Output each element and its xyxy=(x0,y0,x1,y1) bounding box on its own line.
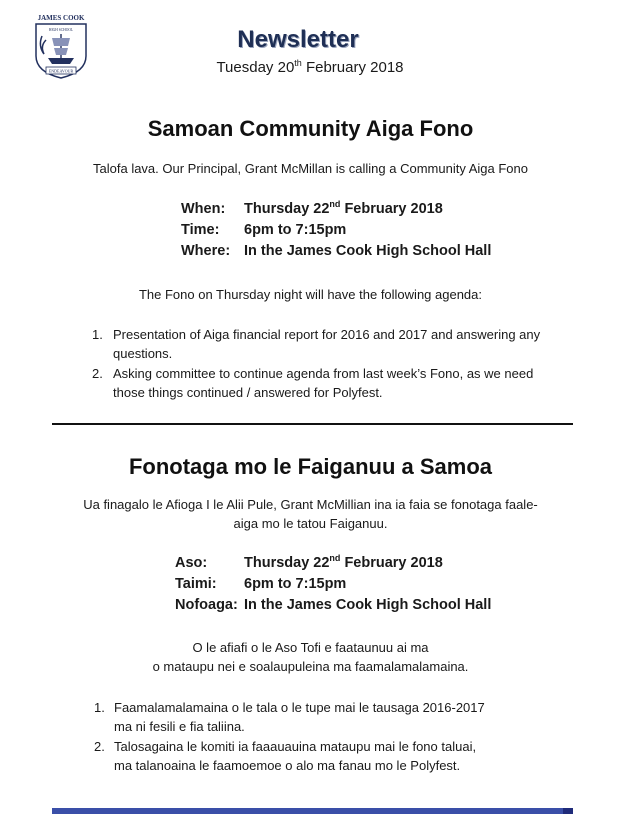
english-intro: Talofa lava. Our Principal, Grant McMillan is calling a Community Aiga Fono xyxy=(93,161,528,176)
when-label: When: xyxy=(181,201,226,217)
samoan-intro-line1: Ua finagalo le Afioga I le Alii Pule, Grant McMillian ina ia faia se fonotaga faale- xyxy=(83,497,538,512)
english-agenda-intro: The Fono on Thursday night will have the following agenda: xyxy=(138,287,483,302)
list-text: Presentation of Aiga financial report for 2016 and 2017 and answering any questions. xyxy=(113,327,541,361)
where-value: In the James Cook High School Hall xyxy=(244,243,492,259)
school-crest-logo xyxy=(28,12,94,80)
when-value: Thursday 22nd February 2018 xyxy=(244,199,443,217)
nofoaga-label: Nofoaga: xyxy=(175,597,238,613)
date-text-end: February 2018 xyxy=(301,59,404,76)
crest-subname: HIGH SCHOOL xyxy=(48,28,74,32)
date-sup: th xyxy=(294,58,302,68)
time-label: Time: xyxy=(181,222,220,238)
crest-name: JAMES COOK xyxy=(37,14,85,22)
list-number: 1. xyxy=(94,700,105,715)
samoan-heading: Fonotaga mo le Faiganuu a Samoa xyxy=(128,454,493,479)
list-number: 2. xyxy=(94,739,105,754)
where-label: Where: xyxy=(181,243,231,259)
section-divider xyxy=(52,423,573,425)
samoan-intro-line2: aiga mo le tatou Faiganuu. xyxy=(233,516,388,531)
samoan-agenda-line1: O le afiafi o le Aso Tofi e faataunuu ai ma xyxy=(192,640,429,655)
newsletter-date xyxy=(175,59,445,76)
newsletter-title: Newsletter xyxy=(237,26,359,53)
nofoaga-value: In the James Cook High School Hall xyxy=(244,597,492,613)
date-text: Tuesday 20 xyxy=(216,59,295,76)
footer-bar xyxy=(52,808,573,814)
list-number: 2. xyxy=(92,366,103,381)
taimi-value: 6pm to 7:15pm xyxy=(244,576,347,592)
time-value: 6pm to 7:15pm xyxy=(244,222,347,238)
list-text: Talosagaina le komiti ia faaauauina mataupu mai le fono taluai, ma talanoaina le faamoemoe o alo ma fanau mo le Polyfest. xyxy=(114,739,477,773)
samoan-agenda-line2: o mataupu nei e soalaupuleina ma faamalamalamaina. xyxy=(152,659,469,674)
list-number: 1. xyxy=(92,327,103,342)
aso-label: Aso: xyxy=(175,555,208,571)
list-text: Faamalamalamaina o le tala o le tupe mai le tausaga 2016-2017 ma ni fesili e fia taliina. xyxy=(114,700,485,734)
list-text: Asking committee to continue agenda from last week’s Fono, as we need those things continued / answered for Polyfest. xyxy=(113,366,534,400)
taimi-label: Taimi: xyxy=(175,576,217,592)
english-heading: Samoan Community Aiga Fono xyxy=(147,116,474,141)
crest-motto: ENDEAVOUR xyxy=(48,68,74,74)
aso-value: Thursday 22nd February 2018 xyxy=(244,553,443,571)
